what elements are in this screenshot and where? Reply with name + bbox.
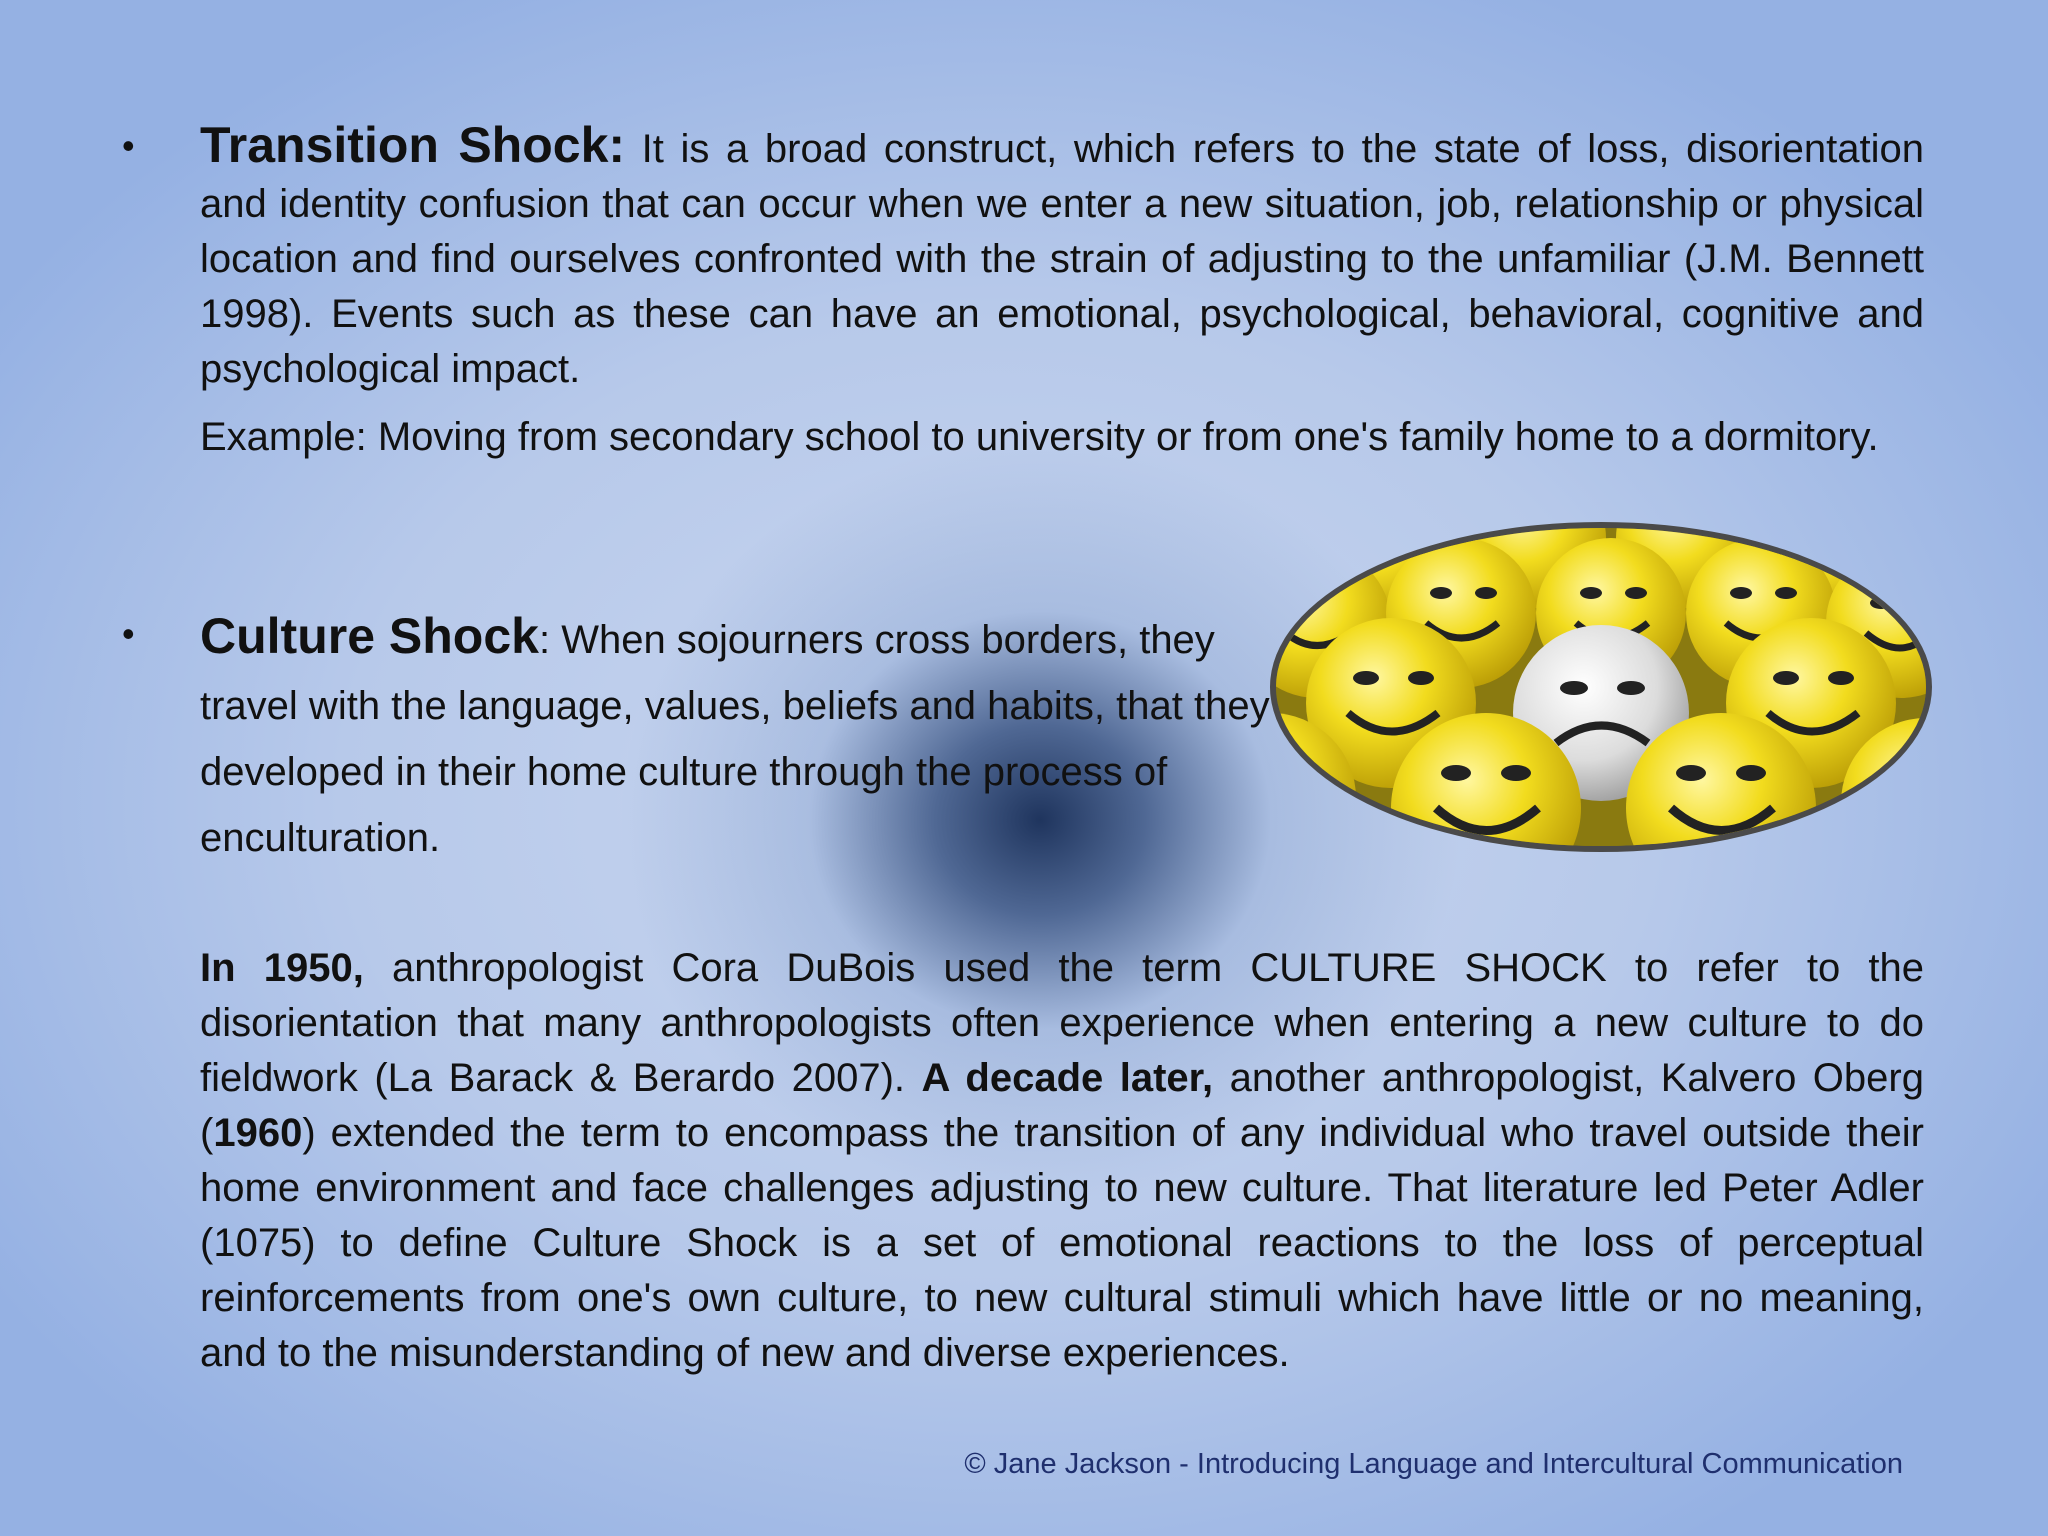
bullet-culture-shock: •: [122, 613, 135, 654]
bullet-transition-shock: •: [122, 125, 135, 166]
in-1950-bold: In 1950,: [200, 946, 364, 990]
history-text-3: ) extended the term to encompass the transition of any individual who travel outside their home environment and face challenges adjusting to new culture. That literature led Peter Adler (1075) to define Culture Shock is a set of emotional reactions to the loss of perceptual reinforcements from one's own culture, to new cultural stimuli which have little or no meaning, and to the misunderstanding of new and diverse experiences.: [200, 1111, 1924, 1375]
transition-shock-text: It is a broad construct, which refers to the state of loss, disorientation and identity confusion that can occur when we enter a new situation, job, relationship or physical location and find ourselves confronted with the strain of adjusting to the unfamiliar (J.M. Bennett 1998). Events such as these can have an emotional, psychological, behavioral, cognitive and psychological impact.: [200, 127, 1924, 391]
culture-shock-paragraph: [200, 603, 1275, 871]
smiley-faces-illustration: [1276, 528, 1926, 846]
smiley-faces-icon: [1270, 522, 1932, 852]
culture-shock-term: Culture Shock: [200, 608, 539, 664]
decade-later-bold: A decade later,: [921, 1056, 1214, 1100]
history-paragraph: [200, 941, 1924, 1381]
transition-shock-example: Example: Moving from secondary school to university or from one's family home to a dormitory.: [200, 415, 1879, 459]
transition-shock-paragraph: [200, 118, 1924, 397]
history-text-1: anthropologist Cora DuBois used the term CULTURE SHOCK to refer to the disorientation that many anthropologists often experience when entering a new culture to do fieldwork (La Barack & Berardo 2007).: [200, 946, 1924, 1100]
culture-shock-text: When sojourners cross borders, they travel with the language, values, beliefs and habits, that they developed in their home culture through the process of enculturation.: [200, 618, 1270, 860]
history-text-2: another anthropologist, Kalvero Oberg (: [200, 1056, 1924, 1155]
year-1960-bold: 1960: [213, 1111, 303, 1155]
culture-shock-colon: :: [538, 618, 551, 662]
copyright-footer: © Jane Jackson - Introducing Language and Intercultural Communication: [964, 1448, 1903, 1480]
transition-shock-term: Transition Shock:: [200, 117, 626, 173]
